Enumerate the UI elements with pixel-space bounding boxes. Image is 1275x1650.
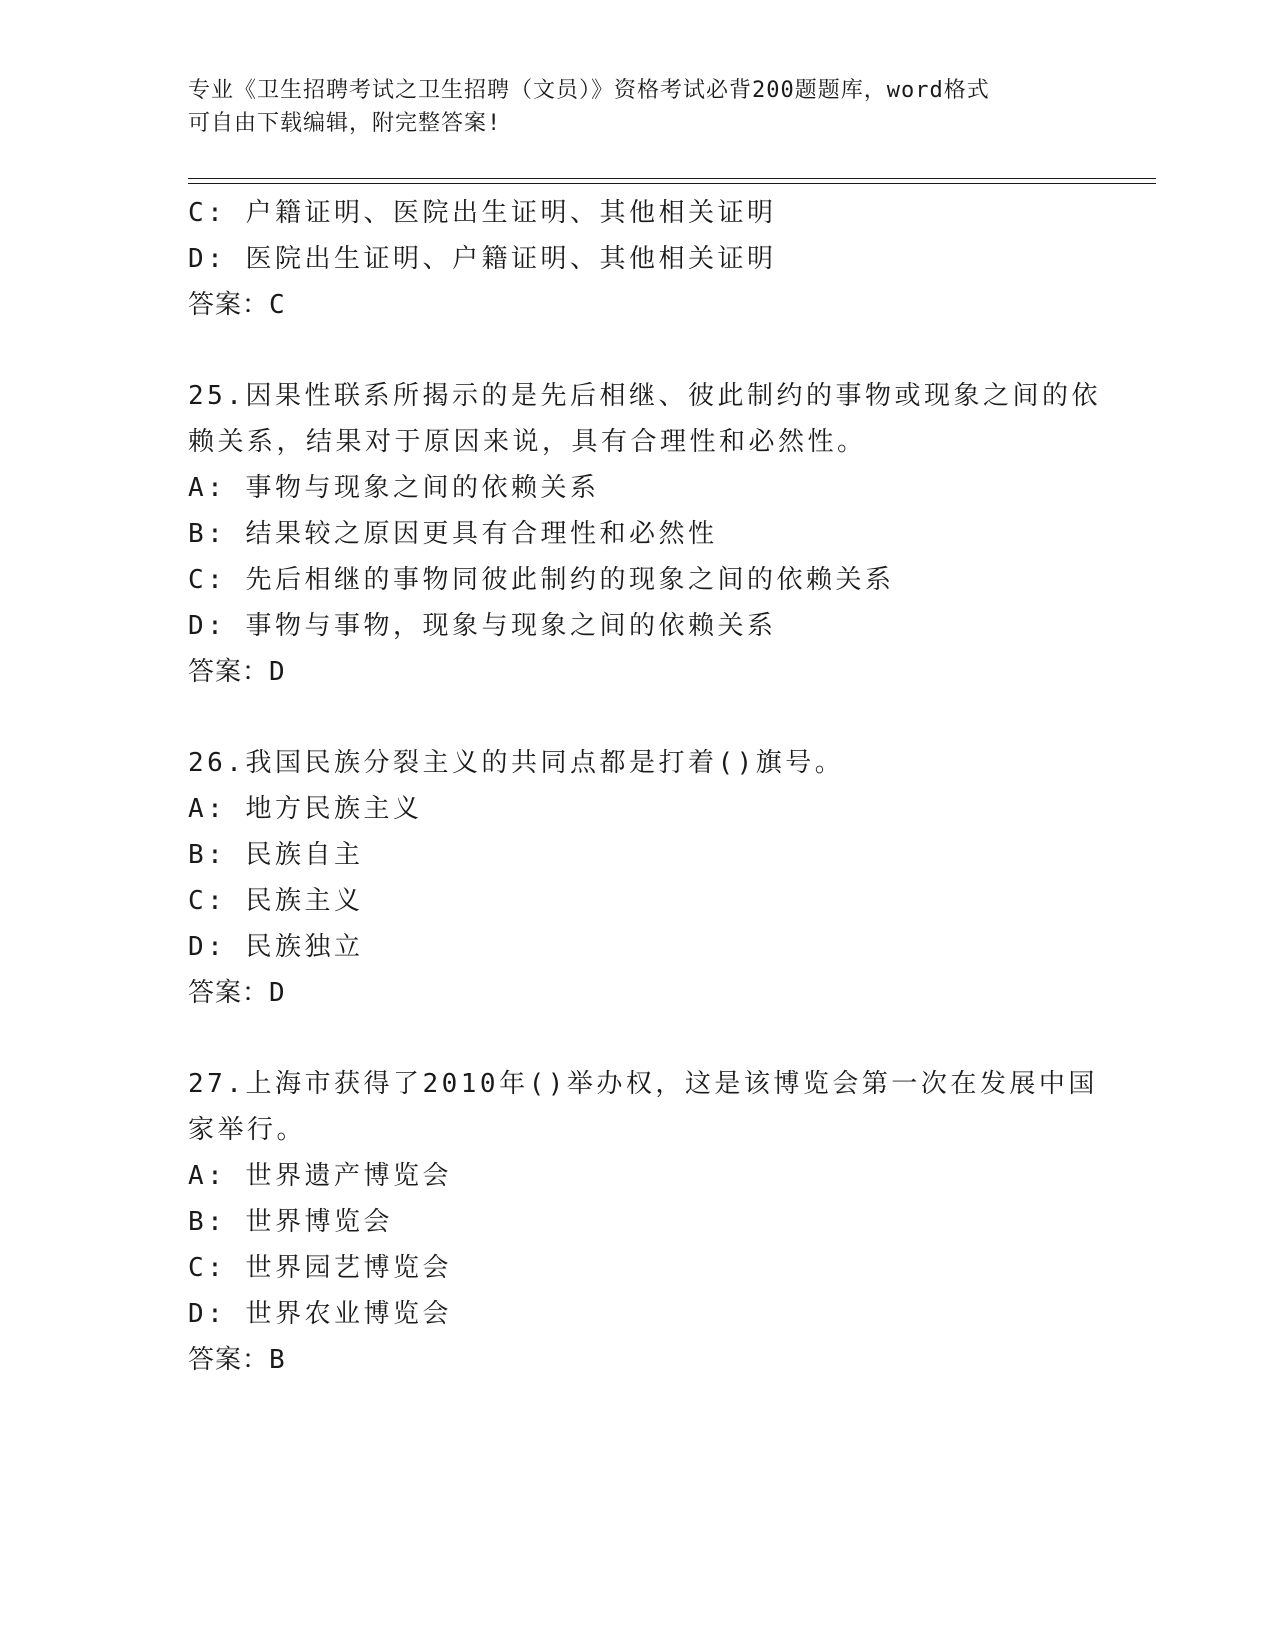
option-text: 结果较之原因更具有合理性和必然性 [245, 519, 718, 549]
option-text: 世界农业博览会 [245, 1299, 452, 1329]
question-26 [188, 740, 1088, 1016]
option-text: 事物与现象之间的依赖关系 [245, 473, 600, 503]
option-text: 医院出生证明、户籍证明、其他相关证明 [245, 244, 777, 274]
option-text: 户籍证明、医院出生证明、其他相关证明 [245, 198, 777, 228]
option-c [188, 190, 1088, 236]
option-text: 世界园艺博览会 [245, 1253, 452, 1283]
option-text: 民族独立 [245, 932, 364, 962]
option-text: 民族自主 [245, 840, 364, 870]
option-label: A: [188, 1161, 227, 1191]
option-d [188, 236, 1088, 282]
spacer [188, 695, 1088, 740]
option-label: A: [188, 473, 227, 503]
question-27 [188, 1061, 1098, 1383]
option-text: 世界博览会 [245, 1207, 393, 1237]
option-label: D: [188, 1299, 227, 1329]
option-label: C: [188, 198, 227, 228]
option-d [188, 924, 1088, 970]
question-stem-line: 25.因果性联系所揭示的是先后相继、彼此制约的事物或现象之间的依 [188, 381, 1101, 411]
option-a [188, 465, 1088, 511]
option-text: 民族主义 [245, 886, 364, 916]
header-line-1: 专业《卫生招聘考试之卫生招聘（文员）》资格考试必背200题题库，word格式 [188, 78, 990, 103]
option-text: 地方民族主义 [245, 794, 423, 824]
spacer [188, 328, 1088, 373]
option-text: 事物与事物，现象与现象之间的依赖关系 [245, 611, 777, 641]
answer-line: 答案：B [188, 1345, 286, 1375]
header-line-2: 可自由下载编辑，附完整答案! [188, 111, 502, 136]
answer-line: 答案：C [188, 290, 286, 320]
option-a [188, 786, 1088, 832]
question-stem-line: 家举行。 [188, 1115, 307, 1145]
option-b [188, 1199, 1088, 1245]
question-24-continuation [188, 190, 1088, 328]
option-b [188, 832, 1088, 878]
header-divider-bottom [188, 183, 1156, 184]
option-d [188, 1291, 1088, 1337]
option-label: C: [188, 565, 227, 595]
option-label: C: [188, 1253, 227, 1283]
document-header [188, 74, 1068, 140]
option-label: B: [188, 519, 227, 549]
option-text: 先后相继的事物同彼此制约的现象之间的依赖关系 [245, 565, 895, 595]
option-text: 世界遗产博览会 [245, 1161, 452, 1191]
question-25 [188, 373, 1101, 695]
option-c [188, 878, 1088, 924]
question-list [188, 190, 1101, 1383]
option-label: B: [188, 1207, 227, 1237]
question-stem-line: 27.上海市获得了2010年()举办权，这是该博览会第一次在发展中国 [188, 1069, 1098, 1099]
spacer [188, 1016, 1088, 1061]
question-stem-line: 26.我国民族分裂主义的共同点都是打着()旗号。 [188, 748, 845, 778]
answer-line: 答案：D [188, 657, 286, 687]
option-b [188, 511, 1088, 557]
option-label: B: [188, 840, 227, 870]
option-label: C: [188, 886, 227, 916]
option-label: D: [188, 244, 227, 274]
option-c [188, 557, 1088, 603]
option-label: D: [188, 932, 227, 962]
answer-line: 答案：D [188, 978, 286, 1008]
option-a [188, 1153, 1088, 1199]
option-label: A: [188, 794, 227, 824]
option-d [188, 603, 1088, 649]
question-stem-line: 赖关系，结果对于原因来说，具有合理性和必然性。 [188, 427, 867, 457]
header-divider-top [188, 178, 1156, 179]
option-c [188, 1245, 1088, 1291]
option-label: D: [188, 611, 227, 641]
